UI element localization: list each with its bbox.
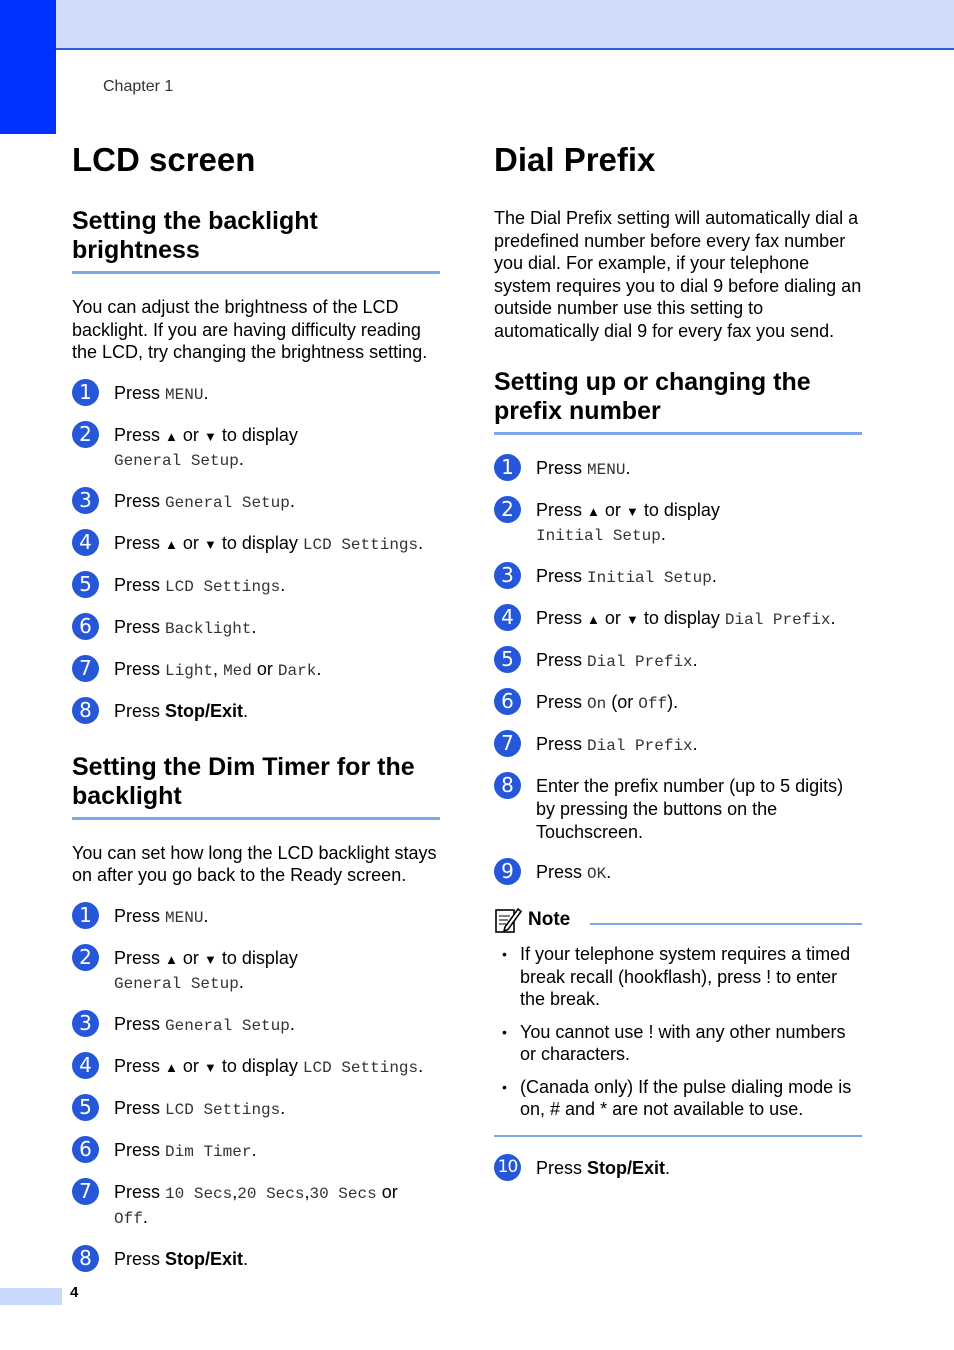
intro-backlight-brightness: You can adjust the brightness of the LCD backlight. If you are having difficulty reading the LCD, try changing the brightness setting. <box>72 297 428 362</box>
down-arrow-icon: ▼ <box>203 428 217 444</box>
chapter-tab <box>0 0 56 134</box>
step: 6 Press On (or Off). <box>494 691 864 716</box>
step: 5 Press Dial Prefix. <box>494 649 864 674</box>
step-number-icon: 8 <box>72 1245 99 1272</box>
step-number-icon: 7 <box>494 730 521 757</box>
step-number-icon: 10 <box>494 1154 521 1181</box>
step: 1 Press MENU. <box>494 457 864 482</box>
page-title-lcd-screen: LCD screen <box>72 141 256 178</box>
step-number-icon: 3 <box>72 1010 99 1037</box>
step-number-icon: 5 <box>494 646 521 673</box>
step-number-icon: 1 <box>72 379 99 406</box>
step-number-icon: 1 <box>72 902 99 929</box>
chapter-label: Chapter 1 <box>103 78 174 95</box>
step: 7 Press 10 Secs,20 Secs,30 Secs or Off. <box>72 1181 442 1231</box>
step-number-icon: 5 <box>72 1094 99 1121</box>
steps-backlight-brightness <box>72 379 442 723</box>
step-number-icon: 5 <box>72 571 99 598</box>
step: 2 Press ▲ or ▼ to display General Setup. <box>72 947 442 996</box>
page-title-dial-prefix: Dial Prefix <box>494 141 656 178</box>
step-number-icon: 6 <box>72 613 99 640</box>
step: 5 Press LCD Settings. <box>72 574 442 599</box>
step: 3 Press General Setup. <box>72 1013 442 1038</box>
step-number-icon: 4 <box>494 604 521 631</box>
note-divider <box>590 923 862 925</box>
page-number-bar <box>0 1288 62 1305</box>
step-number-icon: 7 <box>72 1178 99 1205</box>
step-number-icon: 4 <box>72 529 99 556</box>
down-arrow-icon: ▼ <box>203 951 217 967</box>
step: 9 Press OK. <box>494 861 864 886</box>
step-number-icon: 2 <box>494 496 521 523</box>
step-number-icon: 9 <box>494 858 521 885</box>
note-pencil-icon <box>494 906 522 934</box>
steps-prefix-number <box>494 457 864 886</box>
heading-backlight-brightness: Setting the backlight brightness <box>72 207 440 274</box>
step: 7 Press Dial Prefix. <box>494 733 864 758</box>
step: 6 Press Dim Timer. <box>72 1139 442 1164</box>
note-end-divider <box>494 1135 862 1137</box>
step: 1 Press MENU. <box>72 905 442 930</box>
page-number: 4 <box>70 1284 79 1301</box>
down-arrow-icon: ▼ <box>625 504 639 519</box>
step: 6 Press Backlight. <box>72 616 442 641</box>
up-arrow-icon: ▲ <box>165 951 178 967</box>
up-arrow-icon: ▲ <box>587 504 600 519</box>
heading-prefix-number: Setting up or changing the prefix number <box>494 368 862 435</box>
up-arrow-icon: ▲ <box>165 1059 178 1075</box>
note-title: Note <box>528 909 571 930</box>
step-number-icon: 8 <box>494 772 521 799</box>
step-number-icon: 8 <box>72 697 99 724</box>
step: 8 Enter the prefix number (up to 5 digits) by pressing the buttons on the Touchscreen. <box>494 775 864 844</box>
section-dim-timer <box>72 753 442 1271</box>
down-arrow-icon: ▼ <box>625 612 639 627</box>
step: 3 Press General Setup. <box>72 490 442 515</box>
up-arrow-icon: ▲ <box>165 536 178 552</box>
step-number-icon: 6 <box>72 1136 99 1163</box>
step: 2 Press ▲ or ▼ to display Initial Setup. <box>494 499 864 548</box>
down-arrow-icon: ▼ <box>203 536 217 552</box>
step: 4 Press ▲ or ▼ to display LCD Settings. <box>72 1055 442 1080</box>
step: 4 Press ▲ or ▼ to display Dial Prefix. <box>494 607 864 632</box>
note-item: • (Canada only) If the pulse dialing mode is on, # and * are not available to use. <box>494 1076 862 1121</box>
down-arrow-icon: ▼ <box>203 1059 217 1075</box>
step: 8 Press Stop/Exit. <box>72 1248 442 1271</box>
step-number-icon: 7 <box>72 655 99 682</box>
steps-prefix-number-final <box>494 1157 864 1180</box>
left-column <box>72 140 442 1301</box>
note-box <box>494 903 862 1137</box>
intro-dial-prefix: The Dial Prefix setting will automatically dial a predefined number before every fax number you dial. For example, if your telephone system requires you to dial 9 before dialing an outside number use this setting to automatically dial 9 for every fax you send. <box>494 208 862 341</box>
step: 5 Press LCD Settings. <box>72 1097 442 1122</box>
step: 1 Press MENU. <box>72 382 442 407</box>
step: 10 Press Stop/Exit. <box>494 1157 864 1180</box>
step: 3 Press Initial Setup. <box>494 565 864 590</box>
note-header <box>494 903 862 937</box>
right-column <box>494 140 864 1210</box>
step-number-icon: 2 <box>72 944 99 971</box>
note-list <box>494 943 862 1121</box>
step-number-icon: 4 <box>72 1052 99 1079</box>
step-number-icon: 6 <box>494 688 521 715</box>
step-number-icon: 1 <box>494 454 521 481</box>
up-arrow-icon: ▲ <box>587 612 600 627</box>
step: 8 Press Stop/Exit. <box>72 700 442 723</box>
step-number-icon: 3 <box>72 487 99 514</box>
heading-dim-timer: Setting the Dim Timer for the backlight <box>72 753 440 820</box>
step-number-icon: 3 <box>494 562 521 589</box>
note-item: • If your telephone system requires a timed break recall (hookflash), press ! to enter the break. <box>494 943 862 1011</box>
section-backlight-brightness <box>72 207 442 723</box>
header-band <box>0 0 954 50</box>
intro-dim-timer: You can set how long the LCD backlight stays on after you go back to the Ready screen. <box>72 842 437 885</box>
step: 7 Press Light, Med or Dark. <box>72 658 442 683</box>
steps-dim-timer <box>72 902 442 1271</box>
note-item: • You cannot use ! with any other numbers or characters. <box>494 1021 862 1066</box>
up-arrow-icon: ▲ <box>165 428 178 444</box>
section-prefix-number <box>494 368 864 1180</box>
step: 2 Press ▲ or ▼ to display General Setup. <box>72 424 442 473</box>
step: 4 Press ▲ or ▼ to display LCD Settings. <box>72 532 442 557</box>
step-number-icon: 2 <box>72 421 99 448</box>
